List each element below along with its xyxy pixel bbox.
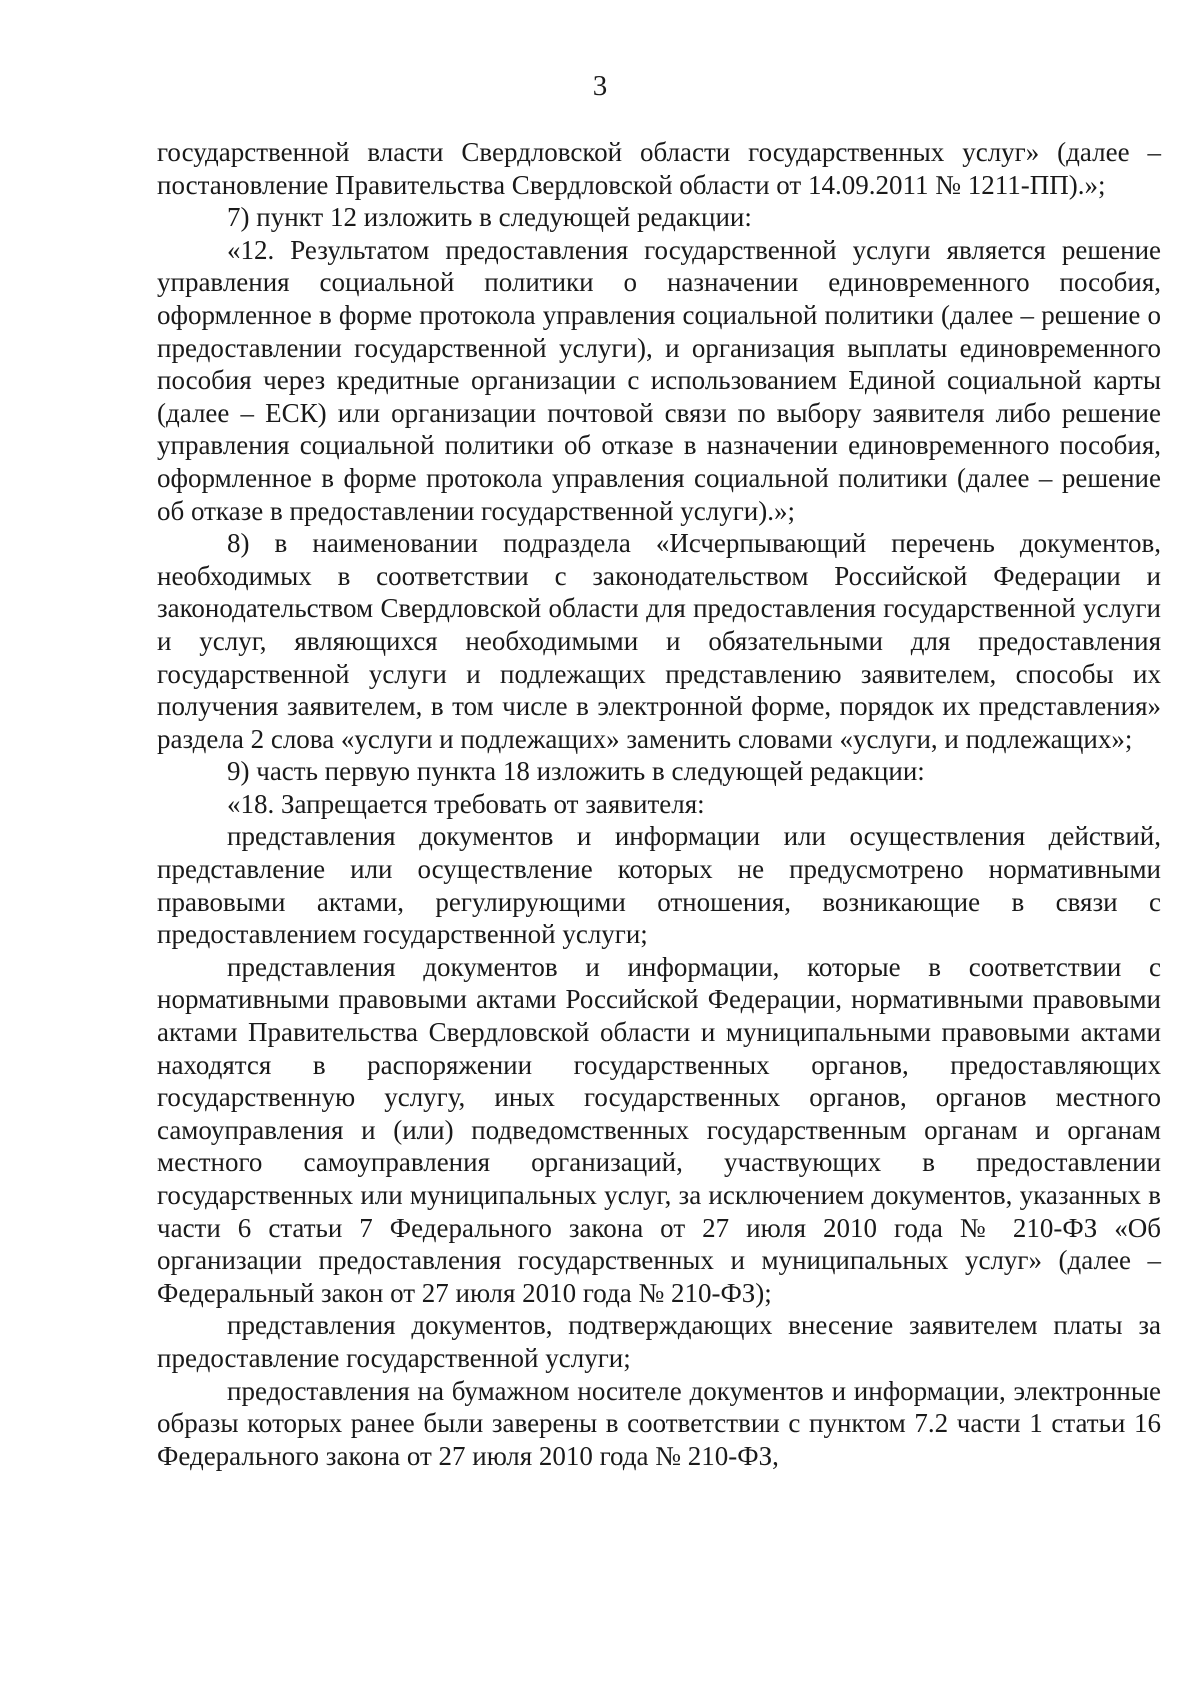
paragraph-item-8: 8) в наименовании подраздела «Исчерпывающий перечень документов, необходимых в соответствии с законодательством Российской Федерации и законодательством Свердловской области для предоставления государственной услуги и услуг, являющихся необходимыми и обязательными для предоставления государственной услуги и подлежащих представлению заявителем, способы их получения заявителем, в том числе в электронной форме, порядок их представления» раздела 2 слова «услуги и подлежащих» заменить словами «услуги, и подлежащих»; (157, 528, 1161, 754)
paragraph-prohibition-4: предоставления на бумажном носителе документов и информации, электронные образы которых ранее были заверены в соответствии с пунктом 7.2 части 1 статьи 16 Федерального закона от 27 июля 2010 года № 210-ФЗ, (157, 1375, 1161, 1471)
paragraph-prohibition-1: представления документов и информации или осуществления действий, представление или осуществление которых не предусмотрено нормативными правовыми актами, регулирующими отношения, возникающие в связи с предоставлением государственной услуги; (157, 821, 1161, 950)
paragraph-prohibition-2: представления документов и информации, которые в соответствии с нормативными правовыми актами Российской Федерации, нормативными правовыми актами Правительства Свердловской области и муниципальными правовыми актами находятся в распоряжении государственных органов, предоставляющих государственную услугу, иных государственных органов, органов местного самоуправления и (или) подведомственных государственным органам и органам местного самоуправления организаций, участвующих в предоставлении государственных или муниципальных услуг, за исключением документов, указанных в части 6 статьи 7 Федерального закона от 27 июля 2010 года № 210-ФЗ «Об организации предоставления государственных и муниципальных услуг» (далее – Федеральный закон от 27 июля 2010 года № 210-ФЗ); (157, 951, 1161, 1308)
paragraph-item-9: 9) часть первую пункта 18 изложить в следующей редакции: (227, 756, 925, 787)
paragraph-prohibition-3: представления документов, подтверждающих внесение заявителем платы за предоставление государственной услуги; (157, 1310, 1161, 1373)
paragraph-point-18: «18. Запрещается требовать от заявителя: (227, 788, 705, 819)
document-body (157, 136, 1161, 1472)
paragraph-item-7: 7) пункт 12 изложить в следующей редакции: (227, 202, 752, 233)
paragraph-point-12: «12. Результатом предоставления государственной услуги является решение управления социальной политики о назначении единовременного пособия, оформленное в форме протокола управления социальной политики (далее – решение о предоставлении государственной услуги), и организация выплаты единовременного пособия через кредитные организации с использованием Единой социальной карты (далее – ЕСК) или организации почтовой связи по выбору заявителя либо решение управления социальной политики об отказе в назначении единовременного пособия, оформленное в форме протокола управления социальной политики (далее – решение об отказе в предоставлении государственной услуги).»; (157, 234, 1161, 526)
paragraph-continuation: государственной власти Свердловской области государственных услуг» (далее – постановление Правительства Свердловской области от 14.09.2011 № 1211-ПП).»; (157, 137, 1161, 200)
page-number: 3 (592, 70, 608, 102)
